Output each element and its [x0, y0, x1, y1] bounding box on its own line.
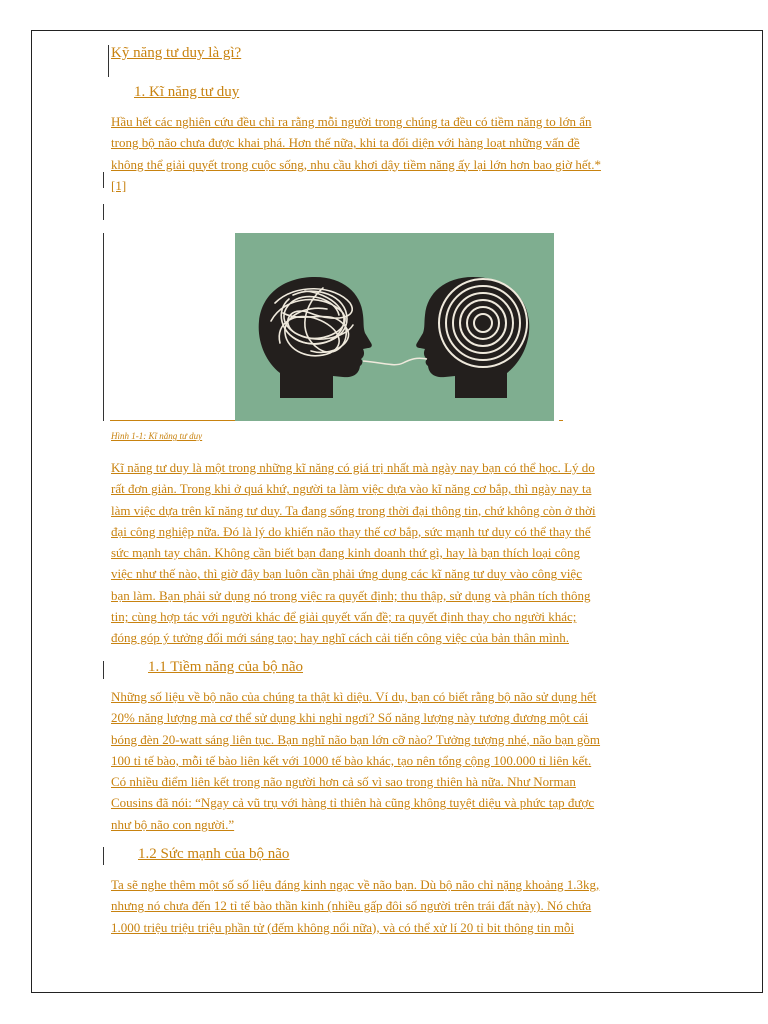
figure-caption: Hình 1-1: Kĩ năng tư duy: [111, 431, 203, 441]
paragraph-line: Ta sẽ nghe thêm một số số liệu đáng kinh ngạc về não bạn. Dù bộ não chỉ nặng khoảng 1.3kg,: [111, 877, 600, 892]
figure-underline: [110, 420, 235, 421]
change-bar: [103, 204, 104, 220]
paragraph-line: đại công nghiệp nữa. Đó là lý do khiến não thay thế cơ bắp, sức mạnh tư duy có thể thay thế: [111, 523, 591, 539]
document-page: [31, 30, 763, 993]
paragraph-line: 20% năng lượng mà cơ thể sử dụng khi nghỉ ngơi? Số năng lượng này tương đương một cái: [111, 710, 589, 726]
paragraph-line: bóng đèn 20-watt sáng liên tục. Bạn nghĩ não bạn lớn cỡ nào? Tưởng tượng nhé, não bạn gồm: [111, 731, 601, 747]
page-title: Kỹ năng tư duy là gì?: [111, 45, 242, 61]
paragraph-4: [111, 874, 711, 938]
paragraph-line: rất đơn giản. Trong khi ở quá khứ, người ta làm việc dựa vào kĩ năng cơ bắp, thì ngày nay ta: [111, 481, 592, 497]
paragraph-line: 1.000 triệu triệu triệu phần tử (đếm không nổi nữa), và có thể xử lí 20 tỉ bit thông tin mỗi: [111, 919, 575, 935]
paragraph-line: Có nhiều điểm liên kết trong não người hơn cả số vì sao trong thiên hà nữa. Như Norman: [111, 774, 576, 790]
change-bar: [108, 45, 109, 77]
section-heading-1-2: 1.2 Sức mạnh của bộ não: [138, 846, 290, 862]
change-bar: [103, 847, 104, 865]
paragraph-line: như bộ não con người.”: [111, 816, 235, 832]
thinking-heads-illustration: [235, 233, 554, 421]
paragraph-line: 100 tỉ tế bào, mỗi tế bào liên kết với 1000 tế bào khác, tạo nên tổng cộng 100.000 tỉ liên kết.: [111, 752, 592, 768]
section-heading-1: 1. Kĩ năng tư duy: [134, 84, 240, 100]
paragraph-2: [111, 457, 711, 649]
change-bar: [103, 661, 104, 679]
paragraph-line: Cousins đã nói: “Ngay cả vũ trụ với hàng tỉ thiên hà cũng không tuyệt diệu và phức tạp được: [111, 795, 595, 811]
paragraph-line: bạn làm. Bạn phải sử dụng nó trong việc ra quyết định; thu thập, sử dụng và phân tích thông: [111, 587, 591, 603]
change-bar: [103, 172, 104, 188]
paragraph-line: Kĩ năng tư duy là một trong những kĩ năng có giá trị nhất mà ngày nay bạn có thể học. Lý do: [111, 460, 595, 475]
paragraph-1: [111, 111, 711, 196]
paragraph-line: nhưng nó chưa đến 12 tỉ tế bào thần kinh (nhiều gấp đôi số người trên trái đất này). Nó chứa: [111, 898, 592, 914]
paragraph-line: tin; cùng hợp tác với người khác để giải quyết vấn đề; ra quyết định thay cho người khác;: [111, 609, 577, 625]
paragraph-line: việc như thế nào, thì giờ đây bạn luôn cần phải ứng dụng các kĩ năng tư duy vào công việc: [111, 566, 582, 582]
figure-underline: [559, 420, 563, 421]
footnote-reference[interactable]: [1]: [111, 177, 127, 193]
paragraph-line: sức mạnh tay chân. Không cần biết bạn đang kinh doanh thứ gì, hay là bạn thích loại công: [111, 545, 580, 561]
paragraph-line: Những số liệu về bộ não của chúng ta thật kì diệu. Ví dụ, bạn có biết rằng bộ não sử dụng hết: [111, 689, 597, 704]
paragraph-line: không thể giải quyết trong cuộc sống, nhu cầu khơi dậy tiềm năng ấy lại lớn hơn bao giờ hết.*: [111, 156, 601, 172]
change-bar: [103, 233, 104, 421]
paragraph-line: đóng góp ý tưởng đổi mới sáng tạo; hay nghĩ cách cải tiến công việc của bản thân mình.: [111, 630, 569, 646]
figure-thinking-heads: [235, 233, 554, 421]
paragraph-line: làm việc dựa trên kĩ năng tư duy. Ta đang sống trong thời đại thông tin, chứ không còn ở thời: [111, 502, 596, 518]
page-content: [32, 31, 762, 992]
connecting-thread: [363, 358, 427, 364]
paragraph-line: trong bộ não chưa được khai phá. Hơn thế nữa, khi ta đối diện với hàng loạt những vấn đề: [111, 135, 580, 151]
paragraph-3: [111, 686, 711, 835]
paragraph-line: Hầu hết các nghiên cứu đều chỉ ra rằng mỗi người trong chúng ta đều có tiềm năng to lớn ẩn: [111, 114, 592, 129]
section-heading-1-1: 1.1 Tiềm năng của bộ não: [148, 659, 303, 675]
